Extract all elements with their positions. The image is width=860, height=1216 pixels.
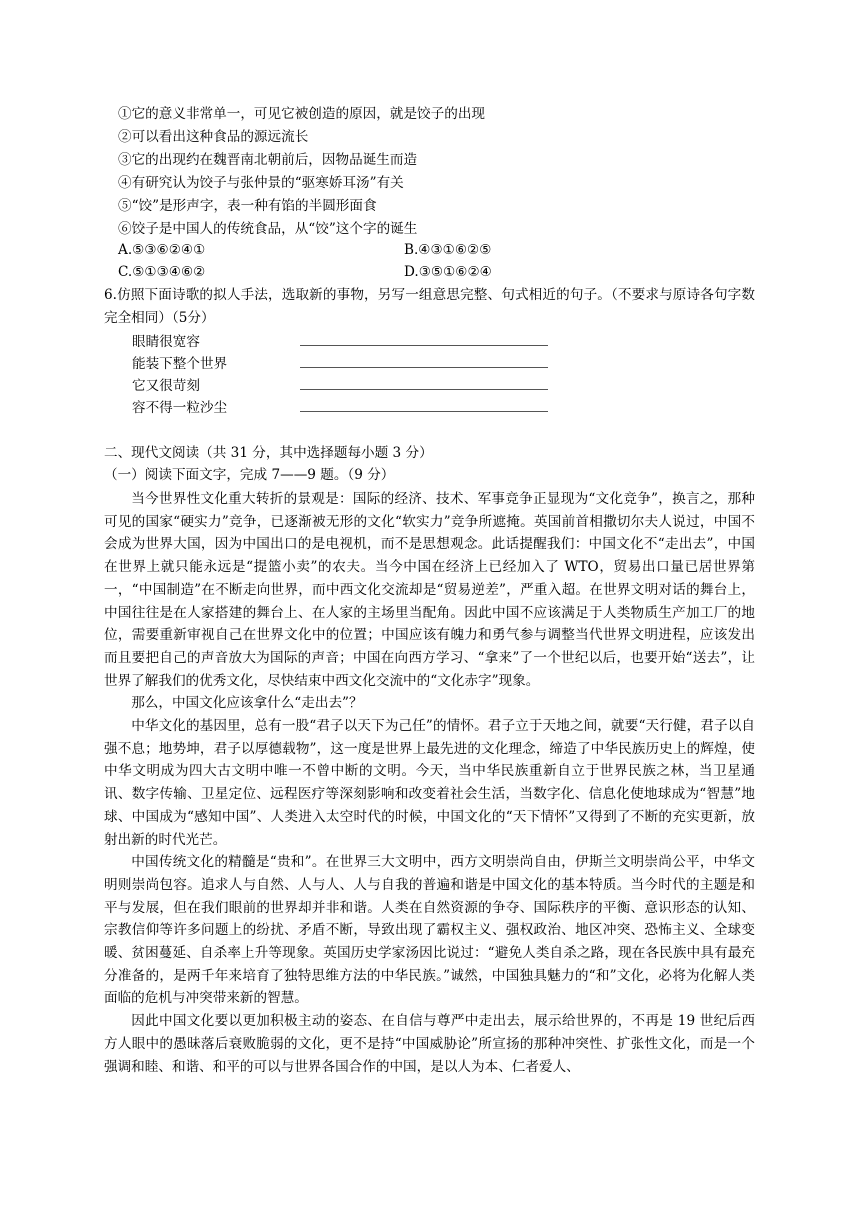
poem-line-1: 眼睛很宽容 (132, 334, 200, 350)
paragraph-5: 因此中国文化要以更加积极主动的姿态、在自信与尊严中走出去，展示给世界的，不再是 19 世纪后西方人眼中的愚昧落后衰败脆弱的文化，更不是持“中国威胁论”所宣扬的那种冲突性、扩张性文化，而是一个强调和睦、和谐、和平的可以与世界各国合作的中国，是以人为本、仁者爱人、 (104, 1013, 755, 1075)
answer-blank-3[interactable] (300, 389, 548, 390)
q5-option-b: B.④③①⑥②⑤ (404, 242, 492, 258)
q5-item-4: ④有研究认为饺子与张仲景的“驱寒娇耳汤”有关 (118, 175, 404, 191)
q5-item-5: ⑤“饺”是形声字，表一种有馅的半圆形面食 (118, 198, 377, 214)
answer-blank-4[interactable] (300, 411, 548, 412)
answer-blank-2[interactable] (300, 367, 548, 368)
poem-line-3: 它又很苛刻 (132, 378, 200, 394)
q5-option-a: A.⑤③⑥②④① (118, 242, 206, 258)
reading-passage (104, 488, 755, 1078)
q5-item-1: ①它的意义非常单一，可见它被创造的原因，就是饺子的出现 (118, 106, 486, 122)
q6-stem: 6.仿照下面诗歌的拟人手法，选取新的事物，另写一组意思完整、句式相近的句子。（不要求与原诗各句字数完全相同）（5分） (104, 287, 755, 326)
paragraph-3: 中华文化的基因里，总有一股“君子以天下为己任”的情怀。君子立于天地之间，就要“天行健，君子以自强不息；地势坤，君子以厚德载物”，这一度是世界上最先进的文化理念，缔造了中华民族历史上的辉煌，使中华文明成为四大古文明中唯一不曾中断的文明。今天，当中华民族重新自立于世界民族之林，当卫星通讯、数字传输、卫星定位、远程医疗等深刻影响和改变着社会生活，当数字化、信息化使地球成为“智慧”地球、中国成为“感知中国”、人类进入太空时代的时候，中国文化的“天下情怀”又得到了不断的充实更新，放射出新的时代光芒。 (104, 718, 755, 848)
paragraph-1: 当今世界性文化重大转折的景观是：国际的经济、技术、军事竞争正显现为“文化竞争”，换言之，那种可见的国家“硬实力”竞争，已逐渐被无形的文化“软实力”竞争所遮掩。英国前首相撒切尔夫人说过，中国不会成为世界大国，因为中国出口的是电视机，而不是思想观念。此话提醒我们：中国文化不“走出去”，中国在世界上就只能永远是“提篮小卖”的农夫。当今中国在经济上已经加入了 WTO，贸易出口量已居世界第一，“中国制造”在不断走向世界，而中西文化交流却是“贸易逆差”，严重入超。在世界文明对话的舞台上，中国往往是在人家搭建的舞台上、在人家的主场里当配角。因此中国不应该满足于人类物质生产加工厂的地位，需要重新审视自己在世界文化中的位置；中国应该有魄力和勇气参与调整当代世界文明进程，应该发出而且要把自己的声音放大为国际的声音；中国在向西方学习、“拿来”了一个世纪以后，也要开始“送去”，让世界了解我们的优秀文化，尽快结束中西文化交流中的“文化赤字”现象。 (104, 491, 755, 689)
q5-item-3: ③它的出现约在魏晋南北朝前后，因物品诞生而造 (118, 152, 418, 168)
q5-item-2: ②可以看出这种食品的源远流长 (118, 129, 309, 145)
q5-option-d: D.③⑤①⑥②④ (404, 264, 492, 280)
section-2-part-1: （一）阅读下面文字，完成 7——9 题。（9 分） (104, 467, 395, 483)
q5-item-6: ⑥饺子是中国人的传统食品，从“饺”这个字的诞生 (118, 221, 418, 237)
paragraph-4: 中国传统文化的精髓是“贵和”。在世界三大文明中，西方文明崇尚自由，伊斯兰文明崇尚公平，中华文明则崇尚包容。追求人与自然、人与人、人与自我的普遍和谐是中国文化的基本特质。当今时代的主题是和平与发展，但在我们眼前的世界却并非和谐。人类在自然资源的争夺、国际秩序的平衡、意识形态的认知、宗教信仰等许多问题上的纷扰、矛盾不断，导致出现了霸权主义、强权政治、地区冲突、恐怖主义、全球变暖、贫困蔓延、自杀率上升等现象。英国历史学家汤因比说过：“避免人类自杀之路，现在各民族中具有最充分准备的，是两千年来培育了独特思维方法的中华民族。”诚然，中国独具魅力的“和”文化，必将为化解人类面临的危机与冲突带来新的智慧。 (104, 854, 755, 1007)
section-2-title: 二、现代文阅读（共 31 分，其中选择题每小题 3 分） (104, 445, 433, 461)
poem-line-4: 容不得一粒沙尘 (132, 400, 228, 416)
q5-option-c: C.⑤①③④⑥② (118, 264, 206, 280)
paragraph-2: 那么，中国文化应该拿什么“走出去”？ (131, 695, 363, 712)
answer-blank-1[interactable] (300, 345, 548, 346)
poem-line-2: 能装下整个世界 (132, 356, 228, 372)
